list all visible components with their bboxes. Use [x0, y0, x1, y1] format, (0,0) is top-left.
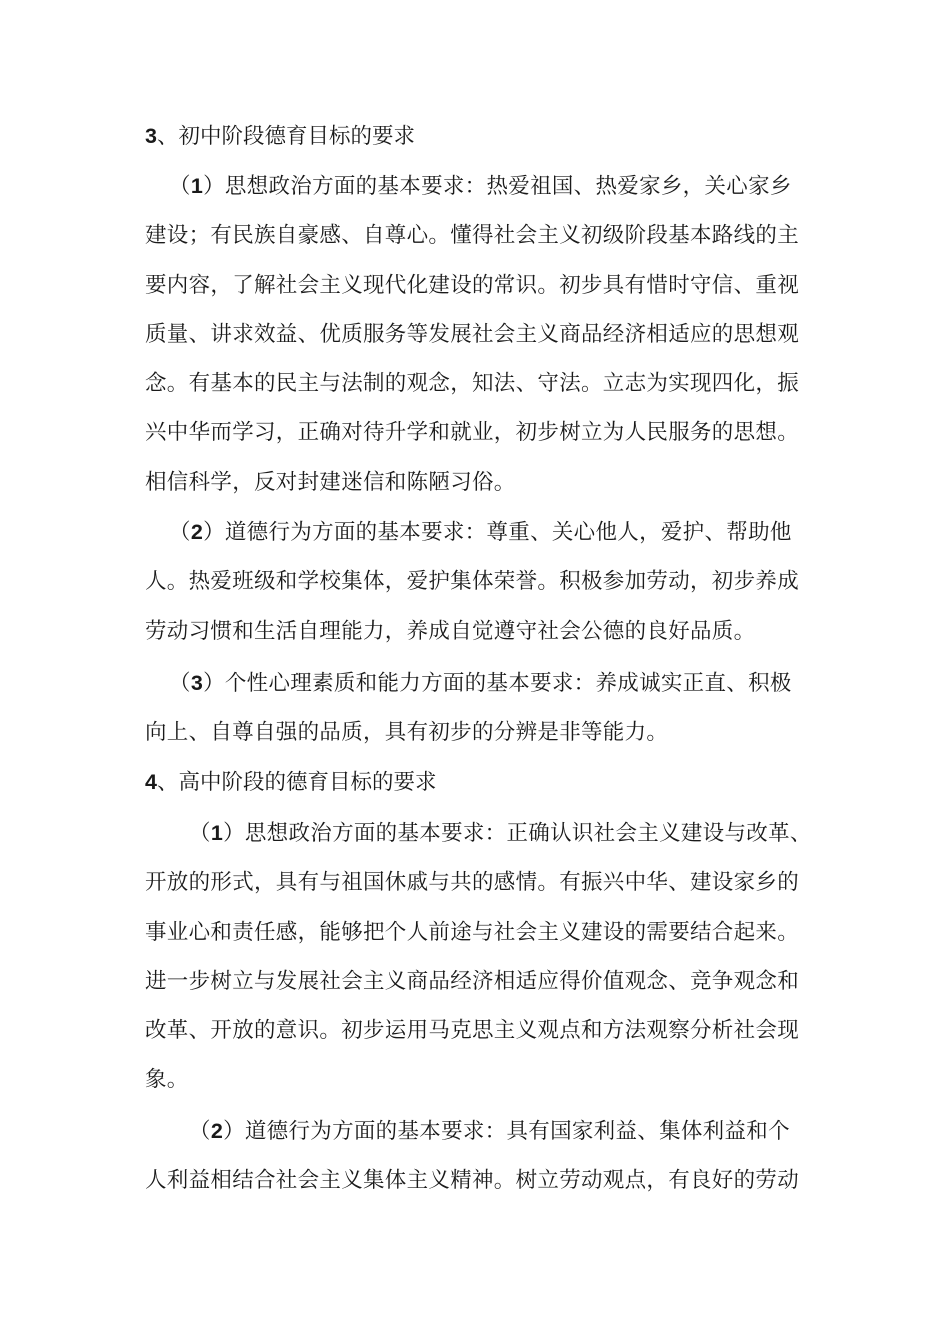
item-number: 2 — [190, 520, 204, 544]
paragraph-line: 改革、开放的意识。初步运用马克思主义观点和方法观察分析社会现 — [145, 1018, 800, 1044]
item-number: 1 — [190, 174, 204, 198]
paragraph-line: 劳动习惯和生活自理能力，养成自觉遵守社会公德的良好品质。 — [145, 618, 756, 644]
item-number: 1 — [210, 821, 224, 845]
line-text: ）思想政治方面的基本要求：热爱祖国、热爱家乡，关心家乡 — [203, 174, 792, 199]
section-3-heading — [145, 112, 415, 161]
section-4-heading — [145, 758, 436, 807]
item-number: 2 — [210, 1119, 224, 1143]
paragraph-line — [145, 659, 810, 708]
paragraph-line: 兴中华而学习，正确对待升学和就业，初步树立为人民服务的思想。 — [145, 420, 800, 446]
section-3-paragraph-2 — [145, 508, 810, 656]
section-3-heading-text: 、初中阶段德育目标的要求 — [156, 124, 415, 149]
open-paren: （ — [189, 821, 211, 846]
paragraph-line: 人。热爱班级和学校集体，爱护集体荣誉。积极参加劳动，初步养成 — [145, 569, 800, 595]
paragraph-line: 向上、自尊自强的品质，具有初步的分辨是非等能力。 — [145, 720, 669, 746]
open-paren: （ — [189, 1119, 211, 1144]
item-number: 3 — [190, 671, 204, 695]
open-paren: （ — [169, 671, 191, 696]
paragraph-line — [145, 162, 810, 211]
paragraph-line: 相信科学，反对封建迷信和陈陋习俗。 — [145, 469, 516, 495]
section-3-paragraph-1 — [145, 162, 810, 507]
line-text: ）个性心理素质和能力方面的基本要求：养成诚实正直、积极 — [203, 671, 792, 696]
paragraph-line — [145, 809, 810, 858]
section-3-heading-number: 3 — [145, 124, 157, 148]
section-4-paragraph-1 — [145, 809, 810, 1105]
paragraph-line: 开放的形式，具有与祖国休戚与共的感情。有振兴中华、建设家乡的 — [145, 870, 800, 896]
line-text: ）道德行为方面的基本要求：尊重、关心他人，爱护、帮助他 — [203, 520, 792, 545]
paragraph-line: 要内容，了解社会主义现代化建设的常识。初步具有惜时守信、重视 — [145, 272, 800, 298]
paragraph-line: 象。 — [145, 1067, 189, 1093]
paragraph-line: 念。有基本的民主与法制的观念，知法、守法。立志为实现四化，振 — [145, 371, 800, 397]
section-4-heading-text: 、高中阶段的德育目标的要求 — [156, 770, 437, 795]
line-text: ）思想政治方面的基本要求：正确认识社会主义建设与改革、 — [223, 821, 812, 846]
section-4-paragraph-2 — [145, 1107, 810, 1206]
paragraph-line: 进一步树立与发展社会主义商品经济相适应得价值观念、竞争观念和 — [145, 968, 800, 994]
paragraph-line: 质量、讲求效益、优质服务等发展社会主义商品经济相适应的思想观 — [145, 321, 800, 347]
paragraph-line — [145, 508, 810, 557]
paragraph-line: 建设；有民族自豪感、自尊心。懂得社会主义初级阶段基本路线的主 — [145, 223, 800, 249]
line-text: ）道德行为方面的基本要求：具有国家利益、集体利益和个 — [223, 1119, 790, 1144]
open-paren: （ — [169, 520, 191, 545]
section-4-heading-number: 4 — [145, 770, 157, 794]
paragraph-line — [145, 1107, 810, 1156]
paragraph-line: 人利益相结合社会主义集体主义精神。树立劳动观点，有良好的劳动 — [145, 1168, 800, 1194]
paragraph-line: 事业心和责任感，能够把个人前途与社会主义建设的需要结合起来。 — [145, 919, 800, 945]
section-3-paragraph-3 — [145, 659, 810, 758]
open-paren: （ — [169, 174, 191, 199]
